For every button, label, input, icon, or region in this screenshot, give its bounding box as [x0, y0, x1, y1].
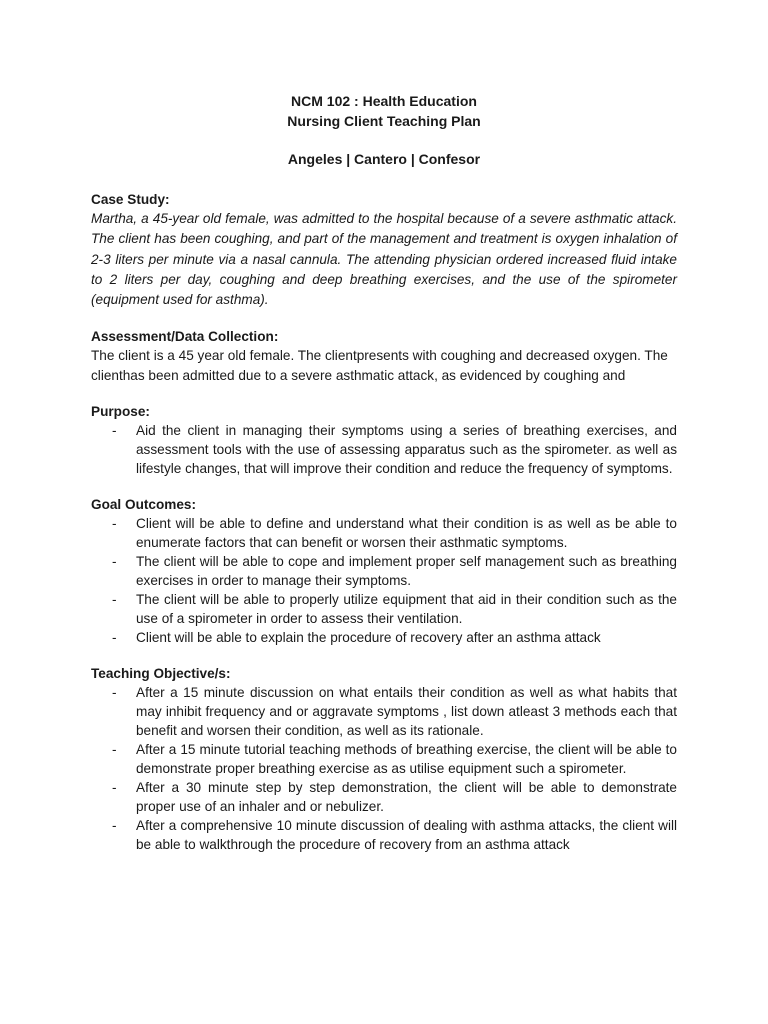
list-item-text: After a 15 minute tutorial teaching methods of breathing exercise, the client will be able to demonstrate proper breathing exercise as as utilise equipment such a spirometer.	[136, 742, 677, 777]
teaching-objectives-list	[91, 683, 677, 854]
document-title: Nursing Client Teaching Plan	[287, 113, 481, 129]
list-item-text: Aid the client in managing their symptoms using a series of breathing exercises, and assessment tools with the use of assessing apparatus such as the spirometer. as well as lifestyle changes, that will improve their condition and reduce the frequency of symptoms.	[136, 423, 677, 477]
goal-outcomes-heading: Goal Outcomes:	[91, 497, 196, 513]
dash-bullet: -	[112, 554, 117, 570]
list-item	[91, 778, 677, 816]
document-body	[91, 190, 677, 871]
list-item	[91, 816, 677, 854]
list-item-text: Client will be able to explain the procedure of recovery after an asthma attack	[136, 630, 601, 646]
goal-outcomes-section	[91, 495, 677, 647]
list-item	[91, 552, 677, 590]
assessment-heading: Assessment/Data Collection:	[91, 329, 279, 345]
purpose-list	[91, 421, 677, 478]
dash-bullet: -	[112, 818, 117, 834]
list-item	[91, 590, 677, 628]
authors-line: Angeles | Cantero | Confesor	[287, 151, 481, 167]
dash-bullet: -	[112, 423, 117, 439]
case-study-text: Martha, a 45-year old female, was admitted to the hospital because of a severe asthmatic attack. The client has been coughing, and part of the management and treatment is oxygen inhalation of 2-3 liters per minute via a nasal cannula. The attending physician ordered increased fluid intake to 2 liters per day, coughing and deep breathing exercises, and the use of the spirometer (equipment used for asthma).	[91, 211, 677, 308]
teaching-objectives-heading: Teaching Objective/s:	[91, 666, 231, 682]
case-study-section	[91, 190, 677, 310]
list-item	[91, 421, 677, 478]
dash-bullet: -	[112, 630, 117, 646]
list-item	[91, 514, 677, 552]
teaching-objectives-section	[91, 664, 677, 854]
assessment-text: The client is a 45 year old female. The clientpresents with coughing and decreased oxygen. The clienthas been admitted due to a severe asthmatic attack, as evidenced by coughing and	[91, 348, 668, 383]
dash-bullet: -	[112, 685, 117, 701]
course-title: NCM 102 : Health Education	[291, 93, 477, 109]
case-study-heading: Case Study:	[91, 192, 170, 207]
document-header	[0, 91, 768, 169]
list-item	[91, 683, 677, 740]
purpose-heading: Purpose:	[91, 404, 150, 420]
list-item-text: After a 15 minute discussion on what entails their condition as well as what habits that may inhibit frequency and or aggravate symptoms , list down atleast 3 methods each that benefit and worsen their condition, as well as its rationale.	[136, 685, 677, 739]
list-item-text: After a comprehensive 10 minute discussion of dealing with asthma attacks, the client will be able to walkthrough the procedure of recovery from an asthma attack	[136, 818, 677, 853]
dash-bullet: -	[112, 592, 117, 608]
list-item-text: The client will be able to cope and implement proper self management such as breathing exercises in order to manage their symptoms.	[136, 554, 677, 589]
dash-bullet: -	[112, 516, 117, 532]
list-item-text: The client will be able to properly utilize equipment that aid in their condition such as the use of a spirometer in order to assess their ventilation.	[136, 592, 677, 627]
list-item	[91, 740, 677, 778]
purpose-section	[91, 402, 677, 478]
dash-bullet: -	[112, 780, 117, 796]
dash-bullet: -	[112, 742, 117, 758]
list-item	[91, 628, 677, 647]
list-item-text: After a 30 minute step by step demonstration, the client will be able to demonstrate proper use of an inhaler and or nebulizer.	[136, 780, 677, 815]
assessment-section	[91, 327, 677, 385]
goal-outcomes-list	[91, 514, 677, 647]
list-item-text: Client will be able to define and understand what their condition is as well as be able to enumerate factors that can benefit or worsen their asthmatic symptoms.	[136, 516, 677, 551]
